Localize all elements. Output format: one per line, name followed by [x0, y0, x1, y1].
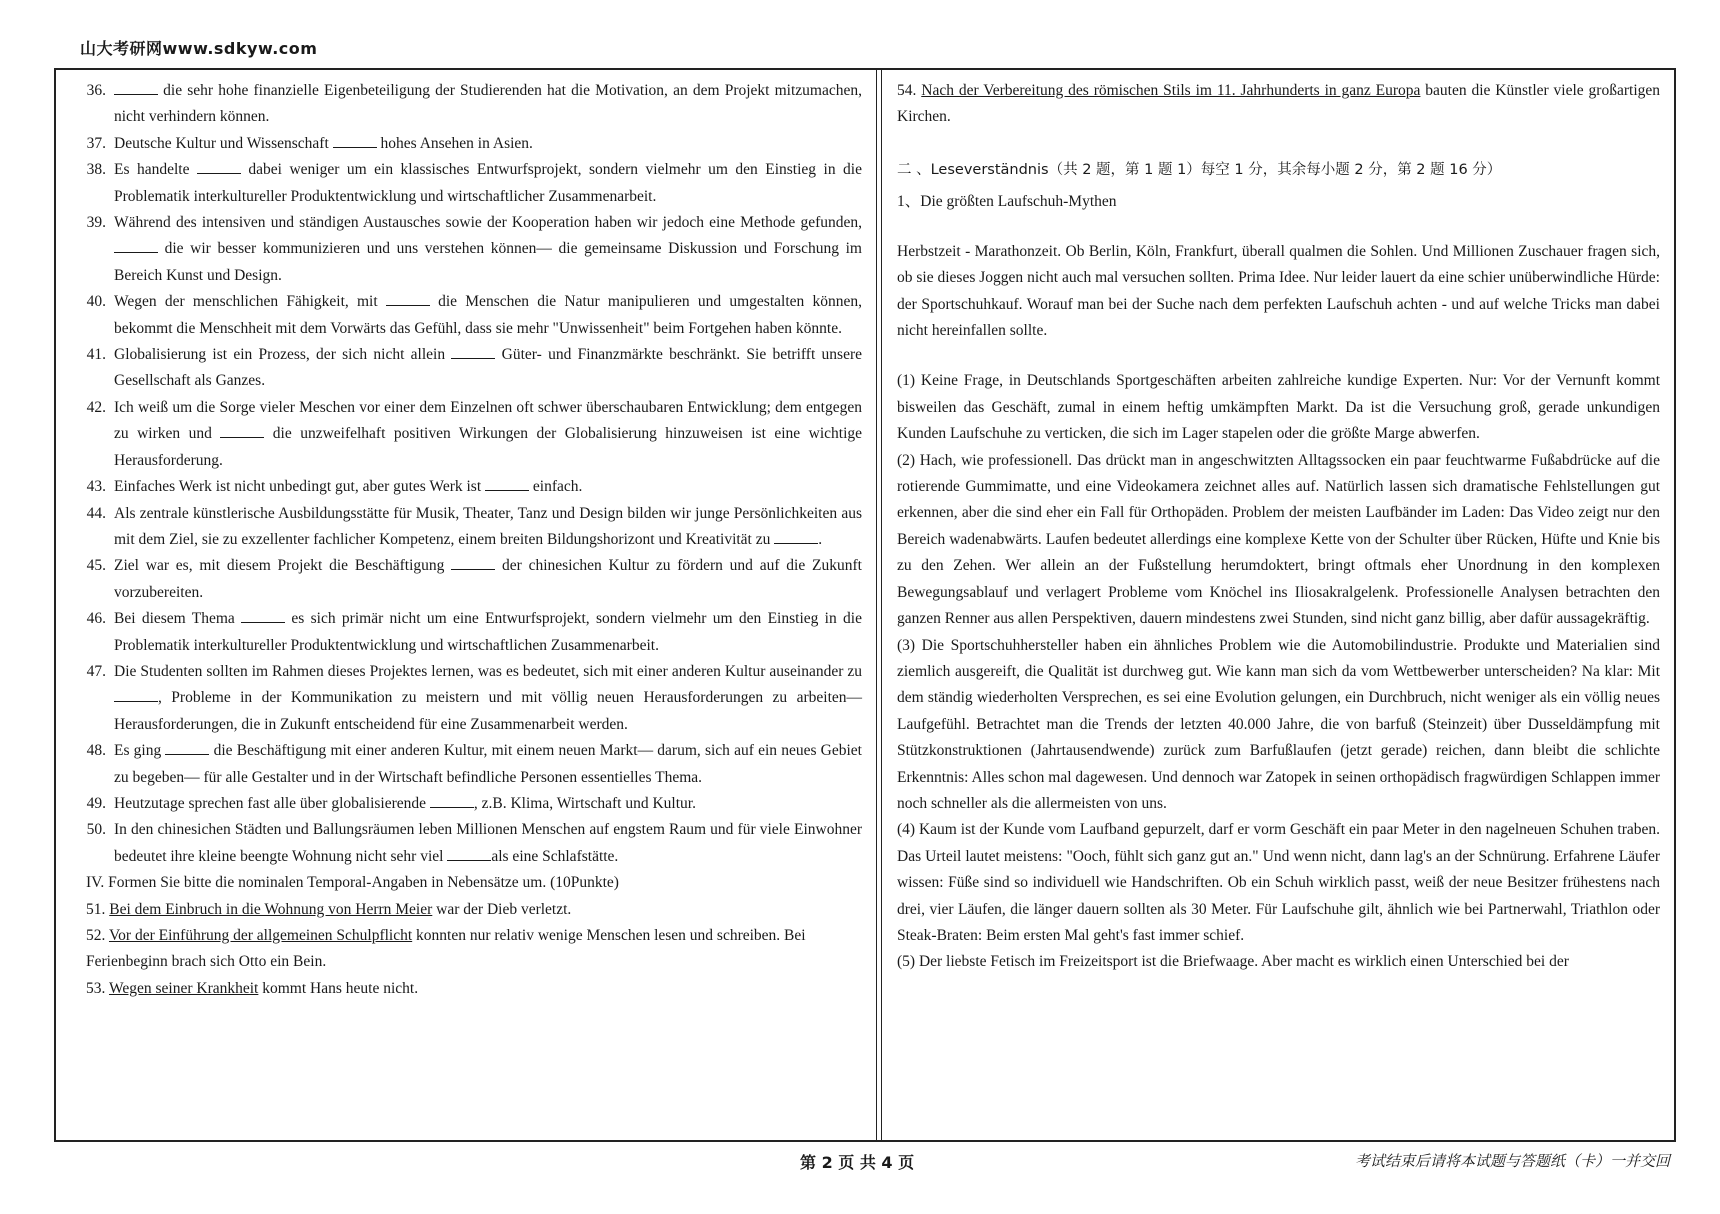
left-column — [56, 70, 876, 1140]
text-fragment: die sehr hohe finanzielle Eigenbeteiligung der Studierenden hat die Motivation, an dem Projekt mitzumachen, nicht verhindern können. — [114, 82, 862, 126]
article-paragraph: (3) Die Sportschuhhersteller haben ein ähnliches Problem wie die Automobilindustrie. Produkte und Materialien sind ziemlich ausgereift, die Qualität ist durchweg gut. Wie kann man sich da vom Wettbewerber unterscheiden? Na klar: Mit dem ständig wiederholten Versprechen, es sei eine Evolution gelungen, ein Durchbruch, nicht weniger als ein völlig neues Laufgefühl. Betrachtet man die Trends der letzten 40.000 Jahre, die von barfuß (Steinzeit) über Dusseldämpfung mit Stützkonstruktionen (Jahrtausendwende) zurück zum Barfußlaufen (jetzt gerade) reichen, dann bleibt die schlichte Erkenntnis: Alles schon mal dagewesen. Und dennoch war Zatopek in seinen orthopädisch fragwürdigen Schlappen immer noch schneller als die allermeisten von uns. — [897, 636, 1660, 812]
answer-blank — [114, 238, 158, 253]
article-paragraph: (2) Hach, wie professionell. Das drückt man in angeschwitzten Alltagssocken ein paar feuchtwarme Fußabdrücke auf die rotierende Gummimatte, und eine Videokamera zeichnet alles auf. Natürlich lassen sich dramatische Fehlstellungen gut erkennen, aber die sind eher ein Fall für Orthopäden. Problem der meisten Laufbänder im Laden: Das Video zeigt nur den Bereich wadenabwärts. Laufen bedeutet allerdings eine komplexe Kette von der Schulter über Rücken, Hüfte und Knie bis zu den Zehen. Wer allein an der Fußstellung herumdoktert, bringt oftmals eher Unordnung in den komplexen Bewegungsablauf und verlagert Probleme vom Knöchel ins Iliosakralgelenk. Professionelle Analysen betrachten den ganzen Renner aus allen Perspektiven, dauern mindestens zwei Stunden, sind nicht ganz billig, aber dafür aussagekräftig. — [897, 451, 1660, 628]
question-text — [114, 78, 862, 131]
question-number: 50. — [86, 821, 106, 839]
question-text — [114, 342, 862, 395]
question-number: 37. — [86, 134, 106, 152]
question-number: 38. — [86, 161, 106, 179]
text-fragment: der chinesichen Kultur zu fördern und auf die Zukunft vorzubereiten. — [114, 557, 862, 601]
text-fragment: . — [818, 530, 823, 548]
text-fragment: Bei diesem Thema — [114, 610, 242, 628]
question-text — [114, 395, 862, 474]
question-number: 44. — [86, 504, 106, 522]
question-text — [114, 817, 862, 870]
transform-item — [70, 976, 862, 1002]
question-number: 52. — [86, 927, 106, 944]
right-column — [876, 70, 1674, 1140]
question-number: 43. — [86, 478, 106, 496]
text-fragment: dabei weniger um ein klassisches Entwurfsprojekt, sondern vielmehr um den Einstieg in die Problematik interkultureller Produktentwicklung und wirtschaftlicher Zusammenarbeit. — [114, 161, 862, 205]
exam-sheet — [54, 68, 1676, 1142]
text-fragment: hohes Ansehen in Asien. — [376, 134, 533, 152]
text-fragment: Es handelte — [114, 161, 197, 179]
question-item — [70, 817, 862, 870]
question-text: kommt Hans heute nicht. — [258, 979, 419, 997]
site-header: 山大考研网www.sdkyw.com — [80, 39, 318, 58]
answer-blank — [451, 344, 495, 359]
question-text: bauten die Künstler viele großartigen Kirchen. — [897, 82, 1661, 126]
answer-blank — [165, 740, 209, 755]
question-item — [70, 395, 862, 474]
text-fragment: es sich primär nicht um eine Entwurfsprojekt, sondern vielmehr um den Einstieg in die Problematik interkultureller Produktentwicklung und wirtschaftlichen Zusammenarbeit. — [114, 610, 862, 654]
question-text — [114, 210, 862, 289]
question-number: 42. — [86, 398, 106, 416]
answer-blank — [451, 555, 495, 570]
question-number: 48. — [86, 742, 106, 760]
section-2-title: 二 、Leseverständnis（共 2 题，第 1 题 1）每空 1 分，其余每小题 2 分，第 2 题 16 分） — [897, 161, 1502, 178]
text-fragment: die unzweifelhaft positiven Wirkungen der Globalisierung hinzuweisen ist eine wichtige Herausforderung. — [114, 425, 863, 469]
question-number: 39. — [86, 214, 106, 232]
text-fragment: Ziel war es, mit diesem Projekt die Beschäftigung — [114, 557, 452, 575]
text-fragment: als eine Schlafstätte. — [491, 847, 619, 865]
question-text — [114, 157, 862, 210]
question-item — [70, 78, 862, 131]
question-number: 46. — [86, 610, 106, 628]
section-4-title: IV. Formen Sie bitte die nominalen Temporal-Angaben in Nebensätze um. (10Punkte) — [86, 874, 619, 892]
question-number: 36. — [86, 82, 106, 99]
question-text — [114, 738, 862, 791]
text-fragment: , Probleme in der Kommunikation zu meistern und mit völlig neuen Herausforderungen zu arbeiten— Herausforderungen, die in Zukunft entscheidend für eine Zusammenarbeit werden. — [114, 689, 862, 733]
article-paragraphs — [897, 368, 1660, 975]
article-paragraph: (4) Kaum ist der Kunde vom Laufband gepurzelt, darf er vorm Geschäft ein paar Meter in den nagelneuen Schuhen traben. Das Urteil lautet meistens: "Ooch, fühlt sich ganz gut an." Und wenn nicht, dann lag's an der Schnürung. Erfahrene Läufer wissen: Füße sind so individuell wie Handschriften. Ob ein Schuh wirklich passt, weiß der neue Besitzer frühestens nach drei, vier Läufen, die länger dauern sollten als 30 Meter. Für Laufschuhe gilt, ähnlich wie bei Partnerwahl, Triathlon oder Steak-Braten: Beim ersten Mal geht's fast immer schief. — [897, 821, 1660, 944]
question-item — [70, 210, 862, 289]
answer-blank — [114, 687, 158, 702]
answer-blank — [333, 133, 377, 148]
question-item — [70, 157, 862, 210]
question-text — [114, 659, 862, 738]
question-number: 41. — [86, 346, 106, 364]
question-text — [114, 289, 862, 342]
question-item — [70, 738, 862, 791]
transform-item — [70, 897, 862, 923]
text-fragment: Deutsche Kultur und Wissenschaft — [114, 134, 333, 152]
question-item — [70, 791, 862, 817]
question-text — [114, 606, 862, 659]
question-number: 40. — [86, 293, 106, 311]
question-text — [114, 553, 862, 606]
article-paragraph: (5) Der liebste Fetisch im Freizeitsport ist die Briefwaage. Aber macht es wirklich einen Unterschied bei der — [897, 953, 1569, 971]
question-item — [70, 474, 862, 500]
transform-item — [70, 923, 862, 976]
question-text — [114, 501, 862, 554]
text-fragment: , z.B. Klima, Wirtschaft und Kultur. — [473, 794, 696, 812]
article-title: 1、Die größten Laufschuh-Mythen — [897, 192, 1117, 210]
answer-blank — [197, 159, 241, 174]
question-item — [70, 606, 862, 659]
text-fragment: einfach. — [529, 478, 583, 496]
text-fragment: Einfaches Werk ist nicht unbedingt gut, aber gutes Werk ist — [114, 478, 486, 496]
question-text — [114, 474, 862, 500]
question-text — [114, 791, 862, 817]
text-fragment: Die Studenten sollten im Rahmen dieses Projektes lernen, was es bedeutet, sich mit einer anderen Kultur auseinander zu — [114, 662, 862, 680]
page-number: 第 2 页 共 4 页 — [800, 1153, 915, 1172]
answer-blank — [386, 291, 430, 306]
question-number: 51. — [86, 900, 106, 918]
question-text — [114, 131, 862, 157]
question-list — [70, 78, 862, 870]
answer-blank — [430, 793, 474, 808]
text-fragment: Wegen der menschlichen Fähigkeit, mit — [114, 293, 386, 311]
underlined-phrase: Wegen seiner Krankheit — [108, 979, 259, 997]
text-fragment: die Beschäftigung mit einer anderen Kultur, mit einem neuen Markt— darum, sich auf ein neues Gebiet zu begeben— für alle Gestalter und in der Wirtschaft befindliche Personen essentielles Thema. — [114, 742, 862, 786]
text-fragment: Während des intensiven und ständigen Austausches sowie der Kooperation haben wir jedoch eine Methode gefunden, — [114, 214, 862, 232]
answer-blank — [447, 846, 491, 861]
answer-blank — [241, 608, 285, 623]
section-4-items — [70, 897, 862, 1003]
question-number: 45. — [86, 557, 106, 575]
text-fragment: die Menschen die Natur manipulieren und umgestalten können, bekommt die Menschheit mit dem Vorwärts das Gefühl, dass sie mehr "Unwissenheit" beim Fortgehen haben könnte. — [114, 293, 862, 337]
text-fragment: Güter- und Finanzmärkte beschränkt. Sie betrifft unsere Gesellschaft als Ganzes. — [114, 346, 862, 390]
underlined-phrase: Nach der Verbereitung des römischen Stils im 11. Jahrhunderts in ganz Europa — [921, 82, 1421, 99]
text-fragment: Es ging — [114, 742, 166, 760]
article-paragraph: (1) Keine Frage, in Deutschlands Sportgeschäften arbeiten zahlreiche kundige Experten. Nur: Vor der Vernunft kommt bisweilen das Geschäft, zumal in einem heftig umkämpften Markt. Da ist die Versuchung groß, gerade unkundigen Kunden Laufschuhe zu verticken, die sich im Lager stapelen oder die größte Marge abwerfen. — [897, 372, 1660, 443]
question-number: 47. — [86, 662, 106, 680]
question-number: 53. — [86, 979, 106, 997]
answer-blank — [220, 423, 264, 438]
question-text: konnten nur relativ wenige Menschen lesen und schreiben. Bei Ferienbeginn brach sich Otto ein Bein. — [86, 927, 806, 971]
text-fragment: die wir besser kommunizieren und uns verstehen können— die gemeinsame Diskussion und Forschung im Bereich Kunst und Design. — [114, 240, 862, 284]
answer-blank — [774, 529, 818, 544]
question-text: war der Dieb verletzt. — [432, 900, 572, 918]
question-item — [70, 131, 862, 157]
underlined-phrase: Bei dem Einbruch in die Wohnung von Herrn Meier — [109, 900, 433, 918]
question-number: 54. — [897, 82, 917, 99]
text-fragment: In den chinesichen Städten und Ballungsräumen leben Millionen Menschen auf engstem Raum und für viele Einwohner bedeutet ihre kleine beengte Wohnung nicht sehr viel — [114, 821, 862, 865]
text-fragment: Globalisierung ist ein Prozess, der sich nicht allein — [114, 346, 452, 364]
footer-note: 考试结束后请将本试题与答题纸（卡）一并交回 — [1354, 1152, 1670, 1170]
question-item — [70, 553, 862, 606]
answer-blank — [485, 476, 529, 491]
question-item — [70, 659, 862, 738]
question-item — [70, 289, 862, 342]
question-item — [70, 501, 862, 554]
text-fragment: Heutzutage sprechen fast alle über globalisierende — [114, 794, 430, 812]
text-fragment: Ich weiß um die Sorge vieler Meschen vor einer dem Einzelnen oft schwer überschaubaren Entwicklung; dem entgegen zu wirken und — [114, 398, 862, 443]
question-item — [70, 342, 862, 395]
question-54 — [897, 78, 1660, 131]
text-fragment: Als zentrale künstlerische Ausbildungsstätte für Musik, Theater, Tanz und Design bilden wir junge Persönlichkeiten aus mit dem Ziel, sie zu exzellenter fachlicher Kompetenz, einem breiten Bildungshorizont und Kreativität zu — [114, 504, 862, 548]
underlined-phrase: Vor der Einführung der allgemeinen Schulpflicht — [108, 927, 413, 944]
answer-blank — [114, 80, 158, 95]
question-number: 49. — [86, 794, 106, 812]
article-intro: Herbstzeit - Marathonzeit. Ob Berlin, Köln, Frankfurt, überall qualmen die Sohlen. Und Millionen Zuschauer fragen sich, ob sie dieses Joggen nicht auch mal versuchen sollten. Prima Idee. Nur leider lauert da eine schier unüberwindliche Hürde: der Sportschuhkauf. Worauf man bei der Suche nach dem perfekten Laufschuh achten - und auf welche Tricks man dabei nicht hereinfallen sollte. — [897, 242, 1660, 340]
